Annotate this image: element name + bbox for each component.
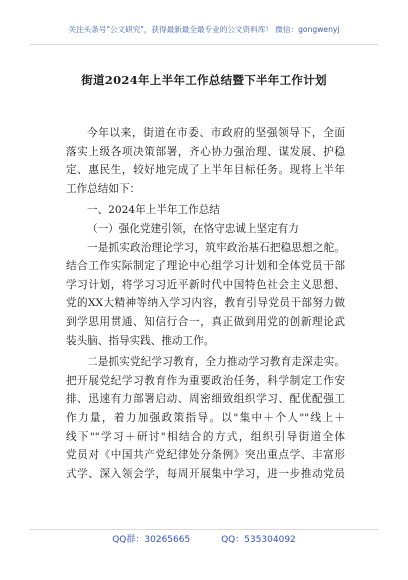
paragraph-line: 式学、深入领会学，每周开展集中学习，进一步推动党员 — [66, 467, 345, 480]
header-divider — [30, 44, 378, 45]
paragraph-line: 结合工作实际制定了理论中心组学习计划和全体党员干部 — [66, 260, 345, 273]
paragraph-line: 落实上级各项决策部署，齐心协力强治理、谋发展、护稳 — [66, 145, 345, 158]
paragraph-line: 把开展党纪学习教育作为重要政治任务，科学制定工作安 — [66, 374, 345, 387]
header-banner: 关注头条号"公文研究"，获得最新最全最专业的公文资料库！ 微信：gongwenyj — [68, 25, 340, 34]
paragraph-line: 定、惠民生，较好地完成了上半年目标任务。现将上半年 — [66, 164, 345, 177]
paragraph-line: 今年以来，街道在市委、市政府的坚强领导下，全面 — [87, 127, 345, 139]
document-body — [66, 124, 345, 483]
contact-footer — [0, 532, 408, 545]
subsection-heading: （一）强化党建引领，在恪守忠诚上坚定有力 — [87, 222, 299, 235]
paragraph-line: 党员对《中国共产党纪律处分条例》突出重点学、丰富形 — [66, 449, 345, 462]
qq-group-text: QQ群：30265665 — [112, 535, 191, 545]
paragraph-line: 党的XX大精神等纳入学习内容，教育引导党员干部努力做 — [66, 297, 345, 310]
document-title: 街道2024年上半年工作总结暨下半年工作计划 — [81, 73, 327, 87]
paragraph-line: 排、迅速有力部署启动、周密细致组织学习、配优配强工 — [66, 393, 345, 406]
paragraph-line: 二是抓实党纪学习教育，全力推动学习教育走深走实。 — [87, 356, 345, 369]
paragraph-line: 工作总结如下： — [66, 182, 141, 195]
qq-contact-text: QQ：535304092 — [221, 535, 296, 545]
section-heading: 一、2024年上半年工作总结 — [87, 204, 220, 217]
paragraph-line: 装头脑、指导实践、推动工作。 — [66, 334, 215, 347]
paragraph-line: 线下""学习＋研讨"相结合的方式，组织引导街道全体 — [66, 430, 345, 443]
paragraph-line: 一是抓实政治理论学习，筑牢政治基石把稳思想之舵。 — [87, 241, 345, 254]
footer-divider — [30, 529, 378, 530]
paragraph-line: 学习计划，将学习习近平新时代中国特色社会主义思想、 — [66, 278, 345, 291]
paragraph-line: 作力量，着力加强政策指导。以"集中＋个人""线上＋ — [66, 411, 345, 424]
paragraph-line: 到学思用贯通、知信行合一，真正做到用党的创新理论武 — [66, 315, 345, 328]
